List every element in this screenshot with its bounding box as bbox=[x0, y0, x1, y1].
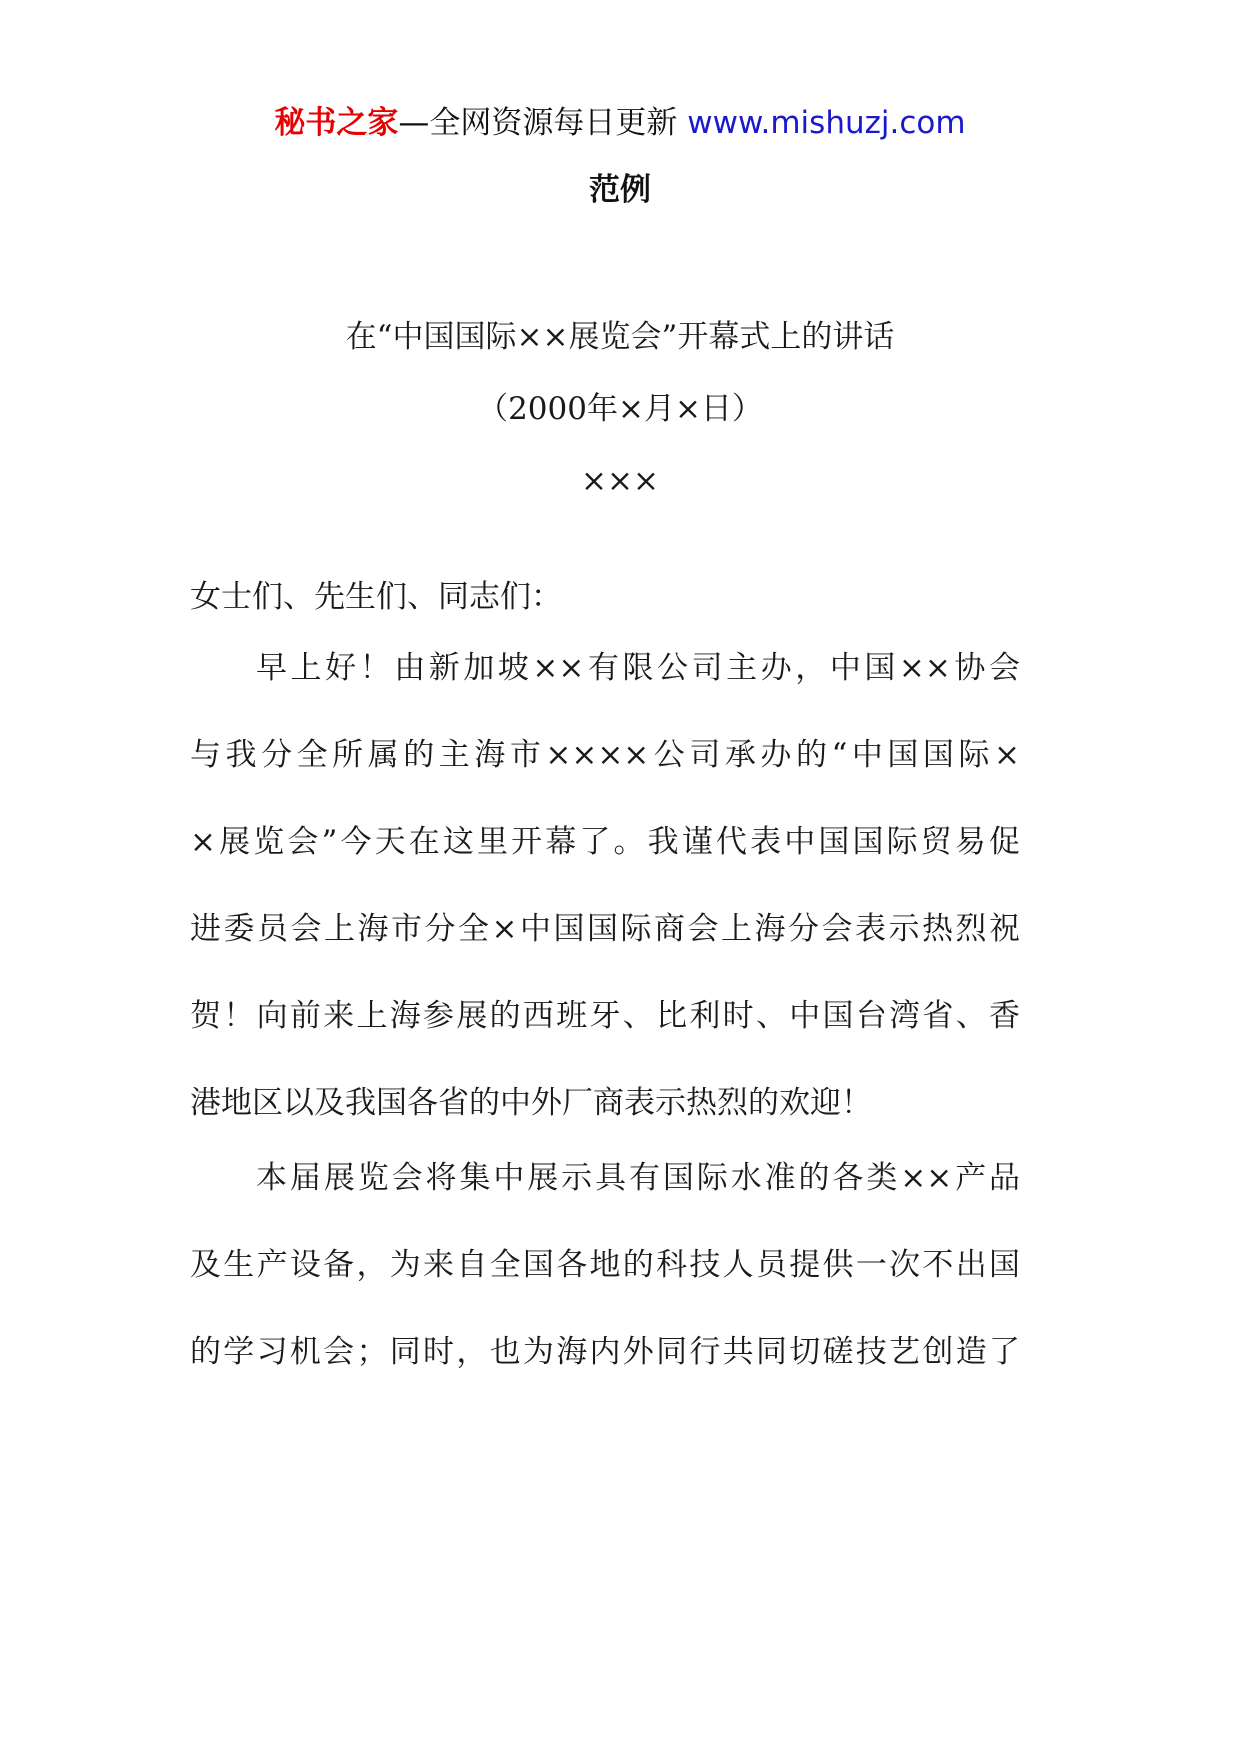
header-tagline: —全网资源每日更新 bbox=[398, 105, 688, 141]
paragraph-line: ×展览会”今天在这里开幕了。我谨代表中国国际贸易促 bbox=[190, 824, 1020, 860]
paragraph-line: 的学习机会；同时，也为海内外同行共同切磋技艺创造了 bbox=[190, 1334, 1020, 1370]
document-category: 范例 bbox=[589, 172, 651, 208]
paragraph-line: 贺！向前来上海参展的西班牙、比利时、中国台湾省、香 bbox=[190, 998, 1020, 1034]
paragraph-line: 早上好！由新加坡××有限公司主办，中国××协会 bbox=[256, 650, 1020, 686]
speech-date: （2000年×月×日） bbox=[477, 391, 763, 427]
site-url-link[interactable]: www.mishuzj.com bbox=[687, 105, 966, 141]
brand-name: 秘书之家 bbox=[274, 105, 399, 141]
paragraph-line: 本届展览会将集中展示具有国际水准的各类××产品 bbox=[256, 1160, 1020, 1196]
speech-title: 在“中国国际××展览会”开幕式上的讲话 bbox=[345, 319, 895, 355]
paragraph-line: 进委员会上海市分全×中国国际商会上海分会表示热烈祝 bbox=[190, 911, 1020, 947]
paragraph-line: 港地区以及我国各省的中外厂商表示热烈的欢迎！ bbox=[190, 1085, 872, 1121]
salutation: 女士们、先生们、同志们： bbox=[190, 579, 562, 615]
site-header bbox=[0, 98, 1240, 148]
paragraph-line: 及生产设备，为来自全国各地的科技人员提供一次不出国 bbox=[190, 1247, 1020, 1283]
paragraph-line: 与我分全所属的主海市××××公司承办的“中国国际× bbox=[190, 737, 1020, 773]
speech-author: ××× bbox=[581, 463, 659, 499]
